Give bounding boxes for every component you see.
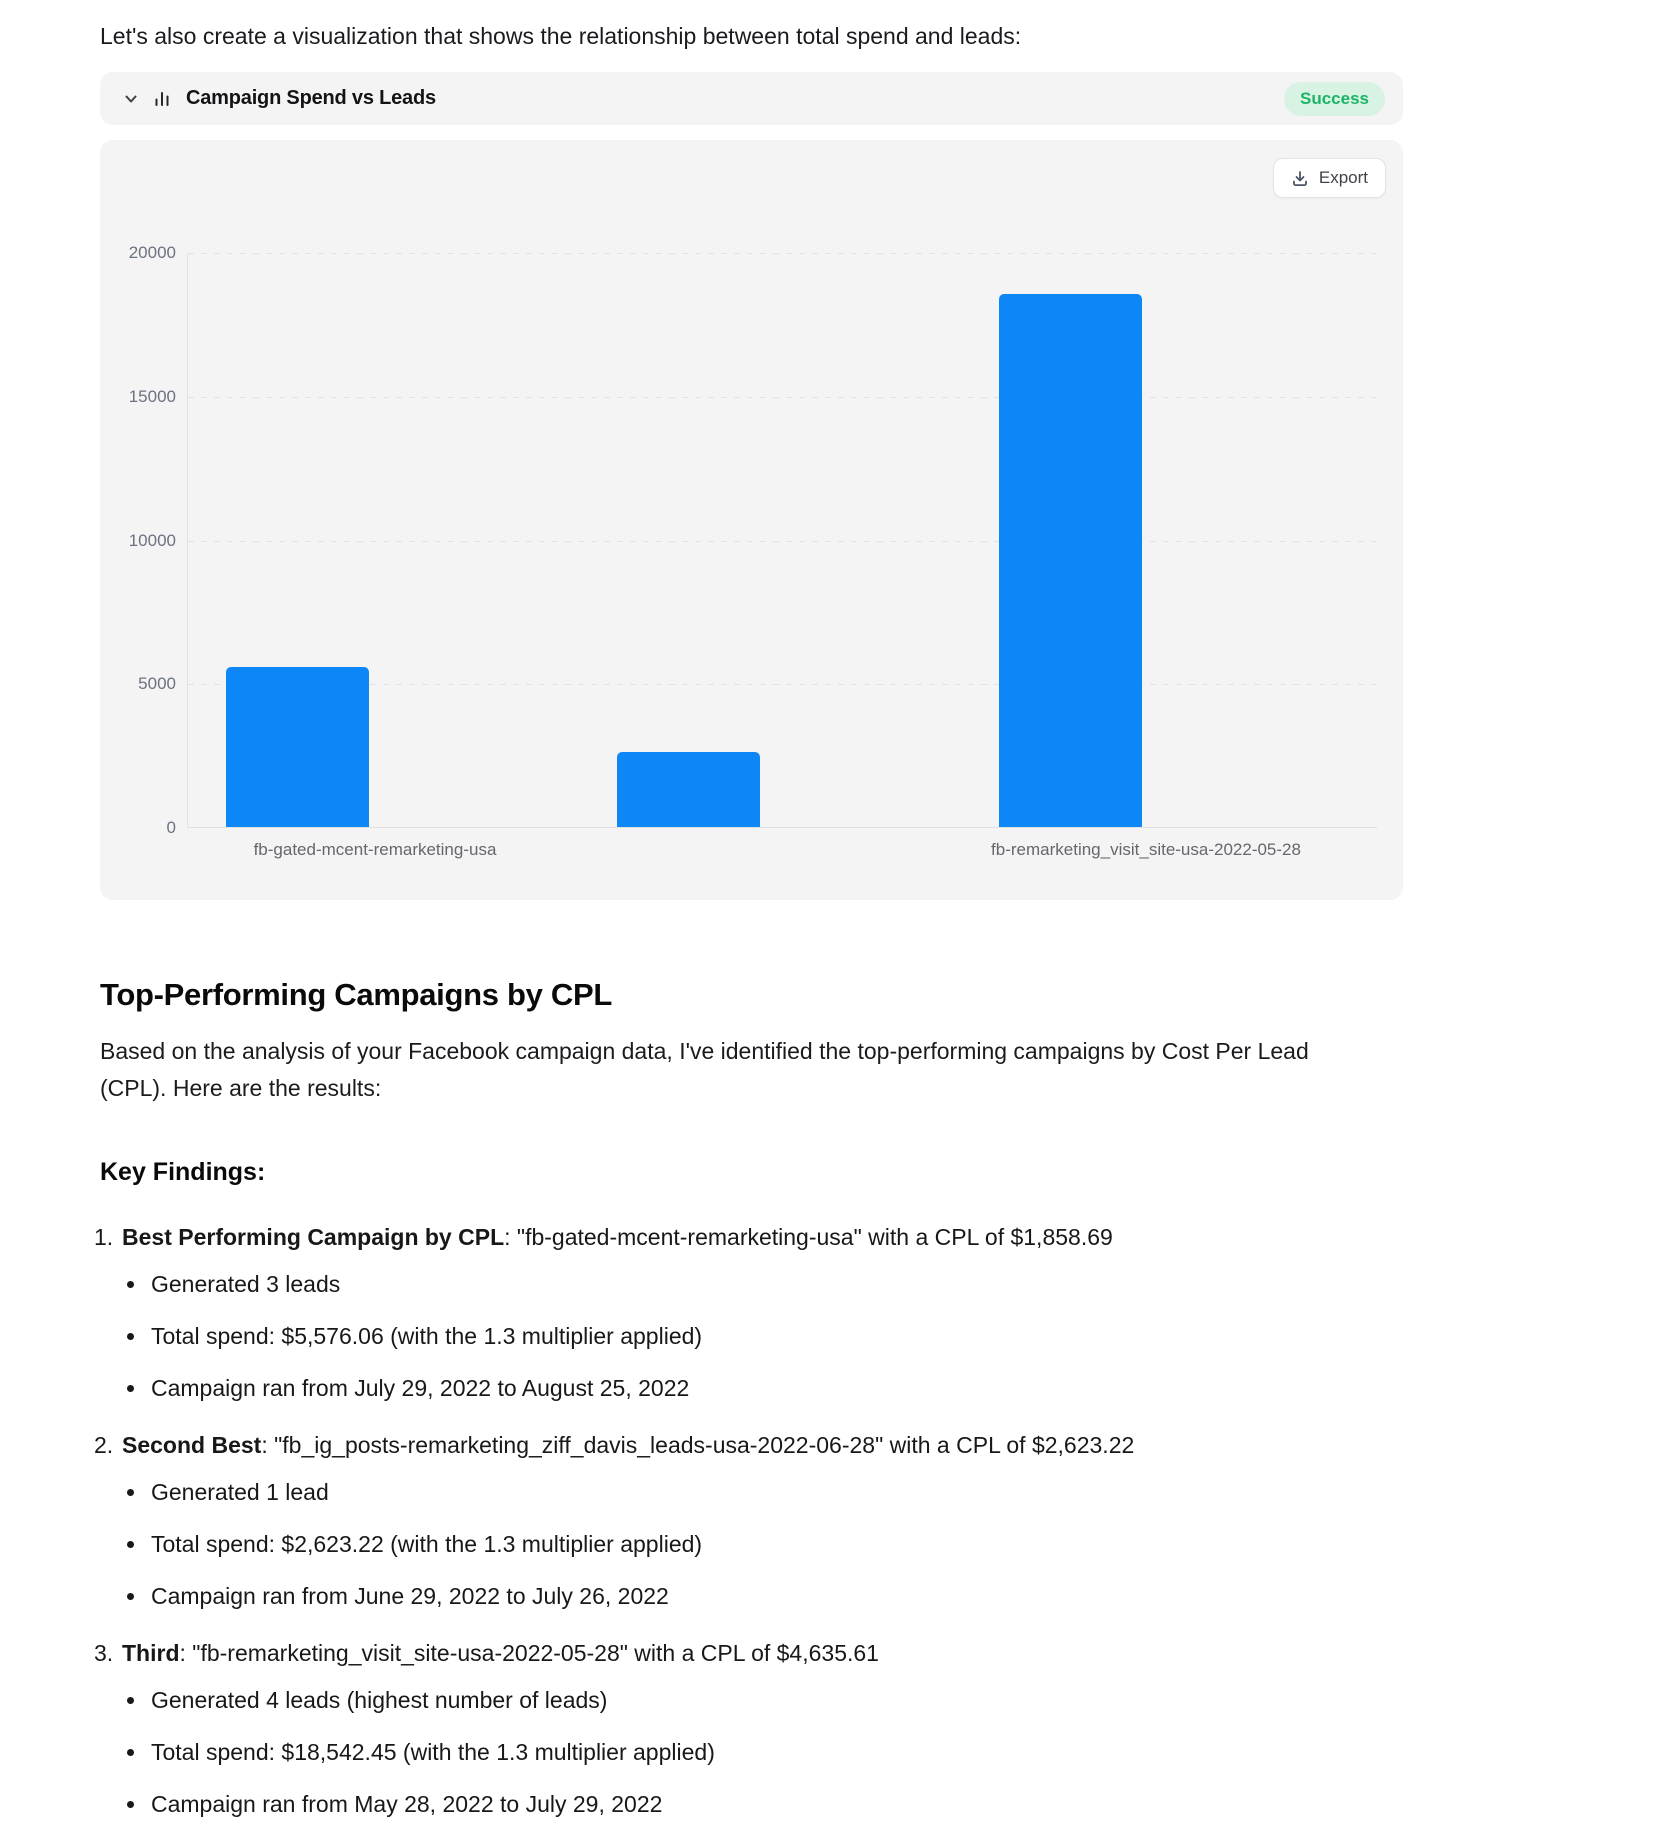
bullet-text: Total spend: $2,623.22 (with the 1.3 multiplier applied) bbox=[151, 1531, 703, 1557]
key-findings-heading: Key Findings: bbox=[100, 1158, 266, 1186]
finding-text bbox=[122, 1638, 879, 1668]
bullet-icon bbox=[127, 1697, 134, 1704]
list-item bbox=[127, 1790, 1660, 1818]
x-axis-line bbox=[188, 827, 1377, 828]
bullet-icon bbox=[127, 1333, 134, 1340]
bullet-text: Total spend: $18,542.45 (with the 1.3 multiplier applied) bbox=[151, 1739, 715, 1765]
finding-rest: : "fb-gated-mcent-remarketing-usa" with a CPL of $1,858.69 bbox=[504, 1224, 1113, 1250]
plot-area bbox=[187, 253, 1377, 828]
bullet-icon bbox=[127, 1489, 134, 1496]
list-number: 2. bbox=[94, 1432, 114, 1458]
list-number: 3. bbox=[94, 1640, 114, 1666]
collapse-toggle-button[interactable] bbox=[118, 86, 144, 112]
intro-text: Let's also create a visualization that shows the relationship between total spend and leads: bbox=[100, 23, 1022, 49]
gridline-15000 bbox=[188, 397, 1377, 398]
bullet-text: Generated 3 leads bbox=[151, 1271, 341, 1297]
finding-title bbox=[94, 1222, 1660, 1252]
export-button-label: Export bbox=[1318, 168, 1368, 187]
x-tick-label-1: fb-gated-mcent-remarketing-usa bbox=[253, 840, 497, 859]
widget-title: Campaign Spend vs Leads bbox=[186, 87, 436, 109]
y-tick-10000: 10000 bbox=[128, 530, 176, 550]
chart-widget-header[interactable] bbox=[100, 72, 1403, 125]
bar-fb-gated-mcent-remarketing-usa bbox=[226, 667, 369, 827]
bullet-icon bbox=[127, 1281, 134, 1288]
bar-fb-remarketing-visit-site bbox=[999, 294, 1142, 827]
x-tick-label-3: fb-remarketing_visit_site-usa-2022-05-28 bbox=[991, 840, 1301, 859]
bar-chart-icon bbox=[152, 89, 172, 109]
page bbox=[0, 22, 1660, 1818]
bullet-text: Generated 1 lead bbox=[151, 1479, 329, 1505]
bullet-icon bbox=[127, 1593, 134, 1600]
finding-item-1 bbox=[94, 1222, 1660, 1402]
finding-title bbox=[94, 1638, 1660, 1668]
section-paragraph: Based on the analysis of your Facebook campaign data, I've identified the top-performing campaigns by Cost Per Lead (CPL). Here are the results: bbox=[100, 1038, 1309, 1101]
findings-list bbox=[94, 1222, 1660, 1818]
list-item bbox=[127, 1738, 1660, 1766]
finding-rest: : "fb-remarketing_visit_site-usa-2022-05-28" with a CPL of $4,635.61 bbox=[179, 1640, 879, 1666]
y-tick-20000: 20000 bbox=[128, 243, 176, 262]
list-item bbox=[127, 1478, 1660, 1506]
bullet-icon bbox=[127, 1385, 134, 1392]
finding-rest: : "fb_ig_posts-remarketing_ziff_davis_leads-usa-2022-06-28" with a CPL of $2,623.22 bbox=[261, 1432, 1135, 1458]
chevron-down-icon bbox=[121, 89, 141, 109]
export-button[interactable] bbox=[1273, 158, 1386, 198]
download-icon bbox=[1291, 169, 1309, 187]
bullet-icon bbox=[127, 1749, 134, 1756]
bar-middle-campaign bbox=[617, 752, 760, 827]
list-item bbox=[127, 1582, 1660, 1610]
finding-item-3 bbox=[94, 1638, 1660, 1818]
list-item bbox=[127, 1374, 1660, 1402]
status-badge: Success bbox=[1284, 82, 1385, 116]
bullet-text: Campaign ran from July 29, 2022 to August 25, 2022 bbox=[151, 1375, 690, 1401]
chart-panel bbox=[100, 140, 1403, 900]
bullet-text: Campaign ran from May 28, 2022 to July 29, 2022 bbox=[151, 1791, 663, 1817]
finding-title bbox=[94, 1430, 1660, 1460]
finding-text bbox=[122, 1430, 1134, 1460]
finding-bold-label: Second Best bbox=[122, 1432, 262, 1458]
finding-bold-label: Third bbox=[122, 1640, 180, 1666]
list-item bbox=[127, 1270, 1660, 1298]
bullet-text: Campaign ran from June 29, 2022 to July 26, 2022 bbox=[151, 1583, 669, 1609]
section-heading: Top-Performing Campaigns by CPL bbox=[100, 977, 612, 1012]
list-number: 1. bbox=[94, 1224, 114, 1250]
finding-item-2 bbox=[94, 1430, 1660, 1610]
gridline-20000 bbox=[188, 253, 1377, 254]
finding-text bbox=[122, 1222, 1113, 1252]
list-item bbox=[127, 1686, 1660, 1714]
list-item bbox=[127, 1322, 1660, 1350]
bullet-icon bbox=[127, 1801, 134, 1808]
bullet-icon bbox=[127, 1541, 134, 1548]
finding-bold-label: Best Performing Campaign by CPL bbox=[122, 1224, 505, 1250]
y-tick-0: 0 bbox=[166, 818, 176, 837]
bullet-text: Total spend: $5,576.06 (with the 1.3 multiplier applied) bbox=[151, 1323, 703, 1349]
bullet-text: Generated 4 leads (highest number of leads) bbox=[151, 1687, 608, 1713]
y-tick-15000: 15000 bbox=[128, 386, 176, 406]
y-tick-5000: 5000 bbox=[138, 674, 176, 694]
list-item bbox=[127, 1530, 1660, 1558]
gridline-10000 bbox=[188, 541, 1377, 542]
